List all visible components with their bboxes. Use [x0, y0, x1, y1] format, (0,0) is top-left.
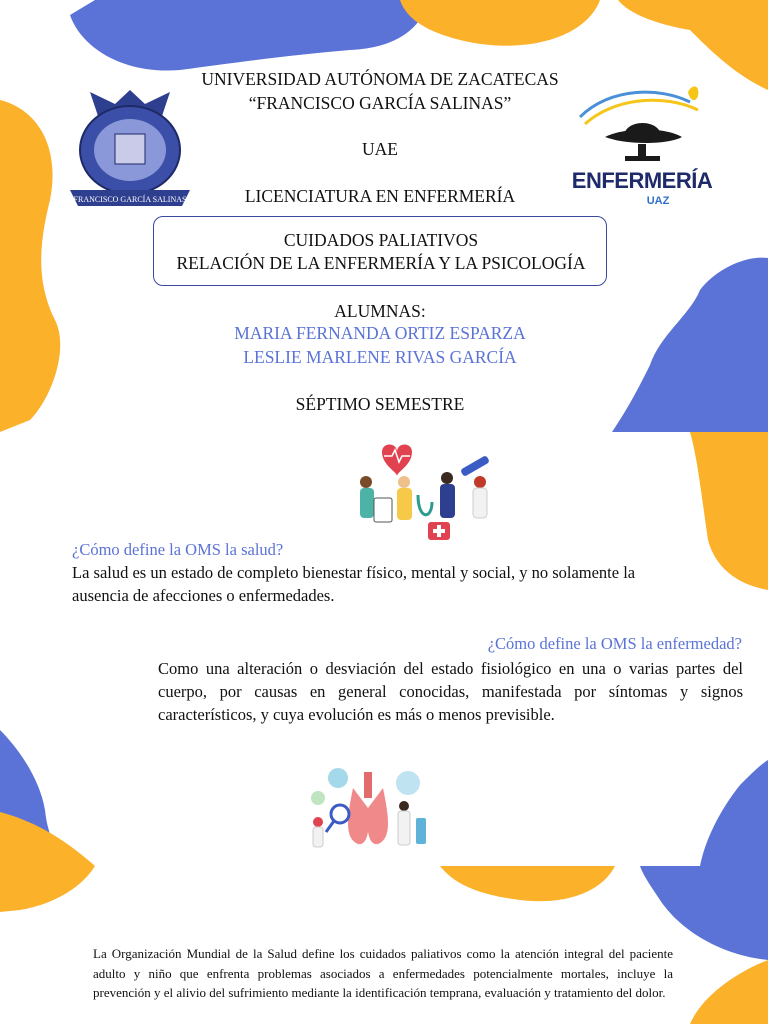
left-orange-blob — [0, 100, 60, 432]
bottom-mid-orange-blob — [440, 866, 615, 901]
students-label: ALUMNAS: — [334, 301, 426, 321]
program-name: LICENCIATURA EN ENFERMERÍA — [244, 186, 516, 206]
question-disease: ¿Cómo define la OMS la enfermedad? — [487, 634, 742, 653]
title-line-1: CUIDADOS PALIATIVOS — [283, 230, 479, 250]
medical-team-illustration — [352, 440, 500, 546]
title-box — [153, 216, 607, 286]
right-mid-orange-blob — [690, 432, 768, 590]
lungs-virus-illustration — [298, 758, 440, 850]
svg-text:FRANCISCO GARCÍA SALINAS: FRANCISCO GARCÍA SALINAS — [73, 195, 187, 204]
bottom-left-orange-blob — [0, 866, 95, 912]
title-line-2: RELACIÓN DE LA ENFERMERÍA Y LA PSICOLOGÍA — [176, 253, 586, 273]
top-right-orange-blob — [618, 0, 768, 90]
academic-unit: UAE — [362, 139, 398, 159]
right-mid-blue-blob — [700, 760, 768, 866]
palliative-definition: La Organización Mundial de la Salud define los cuidados paliativos como la atención integral del paciente adulto y niño que enfrenta problemas asociados a enfermedades potencialmente mortales, incluye la prevención y el alivio del sufrimiento mediante la identificación temprana, evaluación y tratamiento del dolor. — [93, 946, 673, 1000]
student-name-1: MARIA FERNANDA ORTIZ ESPARZA — [234, 323, 526, 343]
answer-disease: Como una alteración o desviación del estado fisiológico en una o varias partes del cuerpo, por causas en general conocidas, manifestada por síntomas y signos característicos, y cuya evolución es más o menos previsible. — [158, 659, 743, 724]
svg-text:ENFERMERÍA: ENFERMERÍA — [571, 168, 713, 193]
right-blue-blob — [612, 258, 768, 432]
question-health: ¿Cómo define la OMS la salud? — [72, 540, 284, 559]
bottom-right-orange-blob — [690, 960, 768, 1024]
left-bottom-orange-blob — [0, 812, 95, 866]
university-name: UNIVERSIDAD AUTÓNOMA DE ZACATECAS — [201, 69, 559, 89]
university-subtitle: “FRANCISCO GARCÍA SALINAS” — [248, 93, 512, 113]
student-name-2: LESLIE MARLENE RIVAS GARCÍA — [243, 347, 517, 367]
answer-health: La salud es un estado de completo bienestar físico, mental y social, y no solamente la ausencia de afecciones o enfermedades. — [72, 563, 636, 605]
semester: SÉPTIMO SEMESTRE — [295, 394, 465, 414]
top-blue-blob — [70, 0, 430, 71]
top-orange-blob — [400, 0, 600, 46]
svg-text:UAZ: UAZ — [646, 195, 670, 207]
